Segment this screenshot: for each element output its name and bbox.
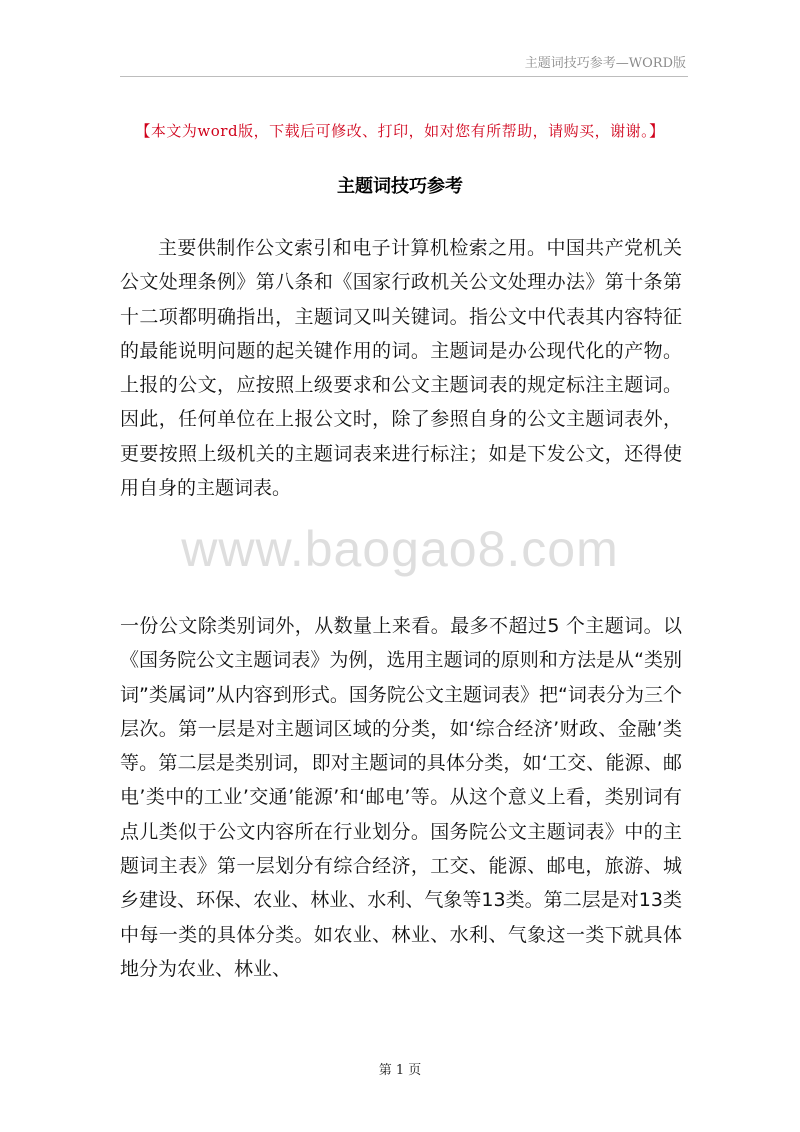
page-number: 第 1 页: [378, 1063, 422, 1078]
running-header: 主题词技巧参考—WORD版: [524, 56, 686, 71]
header-divider: [120, 76, 688, 77]
document-title: 主题词技巧参考: [337, 176, 463, 197]
watermark: www.baogao8.com: [181, 521, 619, 577]
body-paragraph-2: 一份公文除类别词外，从数量上来看。最多不超过5 个主题词。以《国务院公文主题词表》为例，选用主题词的原则和方法是从“类别词”类属词”从内容到形式。国务院公文主题词表》把“词表分为三个层次。第一层是对主题词区域的分类，如‘综合经济’财政、金融’类等。第二层是类别词，即对主题词的具体分类，如‘工交、能源、邮电’类中的工业’交通’能源’和‘邮电’等。从这个意义上看，类别词有点儿类似于公文内容所在行业划分。国务院公文主题词表》中的主题词主表》第一层划分有综合经济，工交、能源、邮电，旅游、城乡建设、环保、农业、林业、水利、气象等13类。第二层是对13类中每一类的具体分类。如农业、林业、水利、气象这一类下就具体地分为农业、林业、: [120, 615, 682, 980]
body-paragraph-1: 主要供制作公文索引和电子计算机检索之用。中国共产党机关公文处理条例》第八条和《国家行政机关公文处理办法》第十条第十二项都明确指出，主题词又叫关键词。指公文中代表其内容特征的最能说明问题的起关键作用的词。主题词是办公现代化的产物。上报的公文，应按照上级要求和公文主题词表的规定标注主题词。因此，任何单位在上报公文时，除了参照自身的公文主题词表外，更要按照上级机关的主题词表来进行标注；如是下发公文，还得使用自身的主题词表。: [120, 237, 682, 500]
purchase-notice: 【本文为word版，下载后可修改、打印，如对您有所帮助，请购买，谢谢。】: [135, 122, 665, 140]
